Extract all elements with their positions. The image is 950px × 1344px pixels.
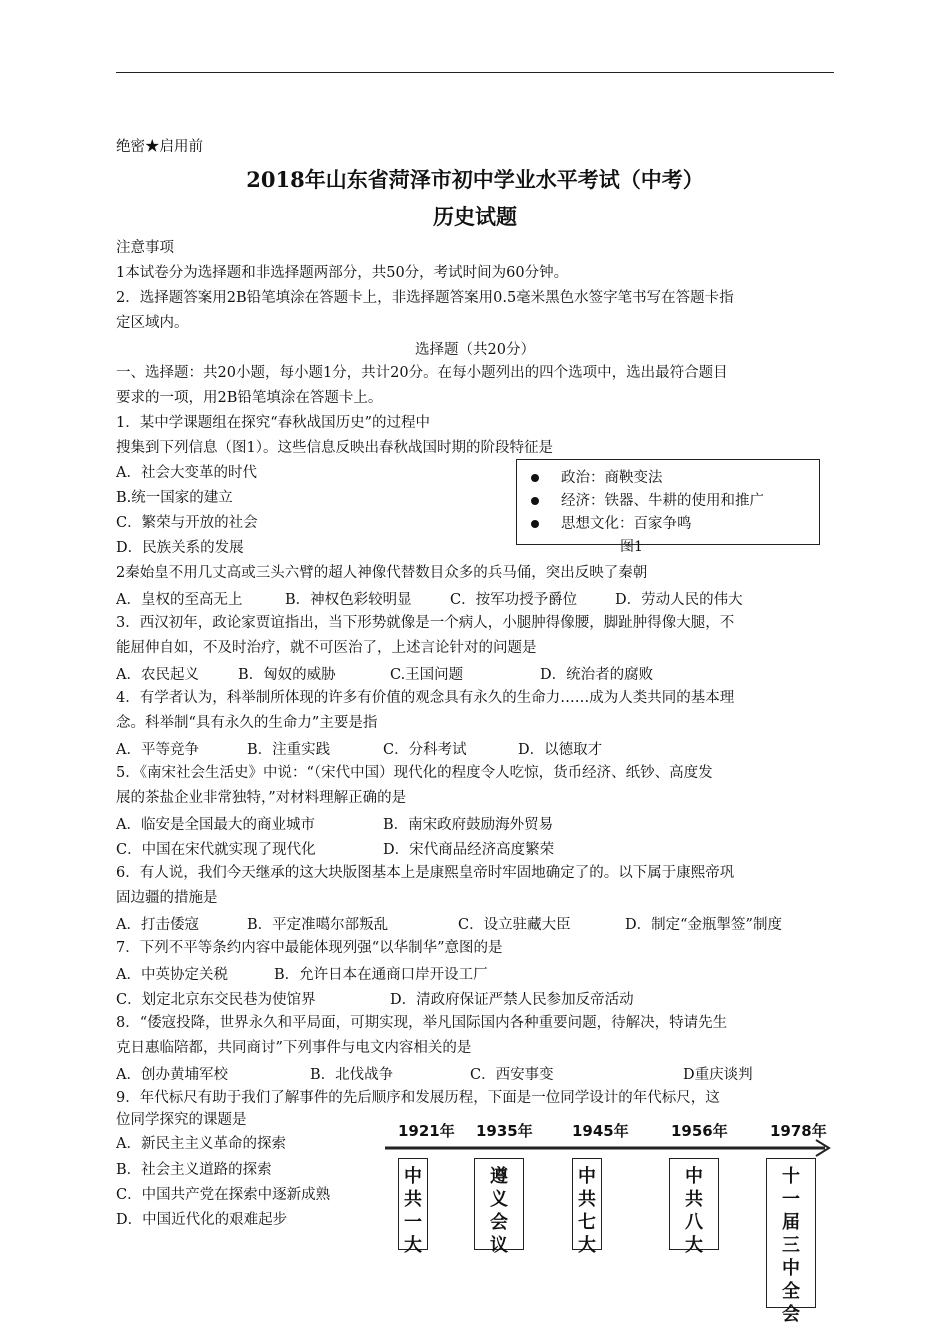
bullet-icon xyxy=(531,520,539,528)
q5-option-a: A．临安是全国最大的商业城市 xyxy=(116,817,315,833)
q6-stem: 6．有人说，我们今天继承的这大块版图基本上是康熙皇帝时牢固地确定了的。以下属于康熙帝巩 xyxy=(116,865,735,881)
timeline-event-char: 会 xyxy=(782,1304,800,1325)
q9-option-c: C．中国共产党在探索中逐新成熟 xyxy=(116,1187,331,1203)
notice-heading: 注意事项 xyxy=(116,240,174,256)
timeline-year: 1921年 xyxy=(398,1122,455,1140)
section-intro-cont: 要求的一项，用2B铅笔填涂在答题卡上。 xyxy=(116,390,383,406)
q8-option-b: B．北伐战争 xyxy=(310,1067,394,1083)
timeline-event-box xyxy=(669,1158,719,1256)
timeline-event-char: 一 xyxy=(782,1189,800,1210)
q4-option-d: D．以德取才 xyxy=(518,742,603,758)
timeline-event-char: 中 xyxy=(404,1166,422,1187)
q7-option-b: B．允许日本在通商口岸开设工厂 xyxy=(274,967,488,983)
exam-subtitle: 历史试题 xyxy=(433,204,517,229)
q5-stem: 5．《南宋社会生活史》中说：“（宋代中国）现代化的程度令人吃惊，货币经济、纸钞、高度发 xyxy=(116,765,713,781)
timeline-event-char: 一 xyxy=(404,1212,422,1233)
timeline-year: 1945年 xyxy=(572,1122,629,1140)
timeline-event-char: 中 xyxy=(685,1166,703,1187)
timeline-event-char: 十 xyxy=(782,1166,800,1187)
q4-stem: 4．有学者认为，科举制所体现的许多有价值的观念具有永久的生命力……成为人类共同的基本理 xyxy=(116,690,735,706)
timeline-event-box xyxy=(474,1158,524,1256)
q3-stem-cont: 能屈伸自如，不及时治疗，就不可医治了，上述言论针对的问题是 xyxy=(116,640,537,656)
q8-stem-cont: 克日惠临陪都，共同商讨”下列事件与电文内容相关的是 xyxy=(116,1040,472,1056)
timeline-event-char: 八 xyxy=(685,1212,703,1233)
timeline-event-char: 义 xyxy=(490,1189,508,1210)
q4-option-b: B．注重实践 xyxy=(247,742,331,758)
timeline-event-char: 大 xyxy=(578,1235,596,1256)
q6-option-d: D．制定“金瓶掣签”制度 xyxy=(625,917,782,933)
exam-title: 2018年山东省菏泽市初中学业水平考试（中考） xyxy=(246,167,704,192)
timeline-event-char: 中 xyxy=(782,1258,800,1279)
q4-option-c: C．分科考试 xyxy=(383,742,467,758)
timeline-year: 1956年 xyxy=(671,1122,728,1140)
q3-option-d: D．统治者的腐败 xyxy=(540,667,654,683)
timeline-event-char: 共 xyxy=(578,1189,596,1210)
timeline-event-box xyxy=(398,1158,428,1256)
timeline-event-char: 中 xyxy=(578,1166,596,1187)
q2-option-c: C．按军功授予爵位 xyxy=(450,592,578,608)
q8-option-c: C．西安事变 xyxy=(470,1067,554,1083)
q7-stem: 7．下列不平等条约内容中最能体现列强“以华制华”意图的是 xyxy=(116,940,503,956)
bullet-icon xyxy=(531,474,539,482)
q9-stem: 9．年代标尺有助于我们了解事件的先后顺序和发展历程，下面是一位同学设计的年代标尺，这 xyxy=(116,1090,720,1106)
figure-1-item: 政治：商鞅变法 xyxy=(531,466,663,487)
top-rule xyxy=(116,72,834,73)
q3-option-b: B．匈奴的威胁 xyxy=(238,667,336,683)
timeline-event-char: 届 xyxy=(782,1212,800,1233)
q7-option-a: A．中英协定关税 xyxy=(116,967,228,983)
q1-option-d: D．民族关系的发展 xyxy=(116,540,244,556)
q5-option-d: D．宋代商品经济高度繁荣 xyxy=(383,842,555,858)
timeline-event-char: 三 xyxy=(782,1235,800,1256)
timeline-year: 1978年 xyxy=(770,1122,827,1140)
q8-stem: 8．“倭寇投降，世界永久和平局面，可期实现，举凡国际国内各种重要问题，待解决，特请先生 xyxy=(116,1015,728,1031)
q4-stem-cont: 念。科举制“具有永久的生命力”主要是指 xyxy=(116,715,378,731)
timeline-event-char: 七 xyxy=(578,1212,596,1233)
q1-option-c: C．繁荣与开放的社会 xyxy=(116,515,258,531)
q2-stem: 2秦始皇不用几丈高或三头六臂的超人神像代替数目众多的兵马俑，突出反映了秦朝 xyxy=(116,565,648,581)
q5-option-b: B．南宋政府鼓励海外贸易 xyxy=(383,817,554,833)
q5-option-c: C．中国在宋代就实现了现代化 xyxy=(116,842,316,858)
q6-option-c: C．设立驻藏大臣 xyxy=(458,917,571,933)
timeline-event-char: 全 xyxy=(782,1281,800,1302)
q3-option-c: C.王国问题 xyxy=(390,667,464,683)
section-intro: 一、选择题：共20小题，每小题1分，共计20分。在每小题列出的四个选项中，选出最符合题目 xyxy=(116,365,728,381)
timeline-event-char: 共 xyxy=(404,1189,422,1210)
figure-1-caption: 图1 xyxy=(620,539,643,555)
notice-item-1: 1本试卷分为选择题和非选择题两部分，共50分，考试时间为60分钟。 xyxy=(116,265,569,281)
secret-label: 绝密★启用前 xyxy=(116,139,203,155)
timeline-event-char: 共 xyxy=(685,1189,703,1210)
q7-option-c: C．划定北京东交民巷为使馆界 xyxy=(116,992,316,1008)
q2-option-a: A．皇权的至高无上 xyxy=(116,592,243,608)
q8-option-a: A．创办黄埔军校 xyxy=(116,1067,228,1083)
q9-option-b: B．社会主义道路的探索 xyxy=(116,1162,272,1178)
q6-option-a: A．打击倭寇 xyxy=(116,917,199,933)
figure-1-item: 经济：铁器、牛耕的使用和推广 xyxy=(531,489,764,510)
q2-option-b: B．神权色彩较明显 xyxy=(285,592,412,608)
timeline-event-box xyxy=(766,1158,816,1325)
timeline-year: 1935年 xyxy=(476,1122,533,1140)
timeline-event-char: 遵 xyxy=(490,1166,508,1187)
q9-stem-cont: 位同学探究的课题是 xyxy=(116,1112,247,1128)
q7-option-d: D．清政府保证严禁人民参加反帝活动 xyxy=(390,992,634,1008)
timeline-event-char: 大 xyxy=(685,1235,703,1256)
q1-stem: 1．某中学课题组在探究“春秋战国历史”的过程中 xyxy=(116,415,431,431)
q3-option-a: A．农民起义 xyxy=(116,667,199,683)
q9-option-d: D．中国近代化的艰难起步 xyxy=(116,1212,288,1228)
section-title: 选择题（共20分） xyxy=(415,342,535,358)
q9-option-a: A．新民主主义革命的探索 xyxy=(116,1136,286,1152)
timeline-event-char: 议 xyxy=(490,1235,508,1256)
q6-stem-cont: 固边疆的措施是 xyxy=(116,890,218,906)
q4-option-a: A．平等竞争 xyxy=(116,742,199,758)
figure-1-item: 思想文化：百家争鸣 xyxy=(531,512,692,533)
q8-option-d: D重庆谈判 xyxy=(683,1067,753,1083)
q1-option-b: B.统一国家的建立 xyxy=(116,490,233,506)
q1-option-a: A．社会大变革的时代 xyxy=(116,465,257,481)
figure-1-box xyxy=(516,459,820,545)
q1-stem-cont: 搜集到下列信息（图1）。这些信息反映出春秋战国时期的阶段特征是 xyxy=(116,440,553,456)
notice-item-2: 2．选择题答案用2B铅笔填涂在答题卡上，非选择题答案用0.5毫米黑色水签字笔书写在答题卡指 xyxy=(116,290,734,306)
timeline-event-char: 会 xyxy=(490,1212,508,1233)
q2-option-d: D．劳动人民的伟大 xyxy=(615,592,743,608)
q5-stem-cont: 展的茶盐企业非常独特，”对材料理解正确的是 xyxy=(116,790,407,806)
q3-stem: 3．西汉初年，政论家贾谊指出，当下形势就像是一个病人，小腿肿得像腰，脚趾肿得像大腿，不 xyxy=(116,615,735,631)
q6-option-b: B．平定准噶尔部叛乱 xyxy=(247,917,389,933)
bullet-icon xyxy=(531,497,539,505)
notice-item-2-cont: 定区域内。 xyxy=(116,315,189,331)
timeline-event-box xyxy=(572,1158,602,1256)
timeline-event-char: 大 xyxy=(404,1235,422,1256)
